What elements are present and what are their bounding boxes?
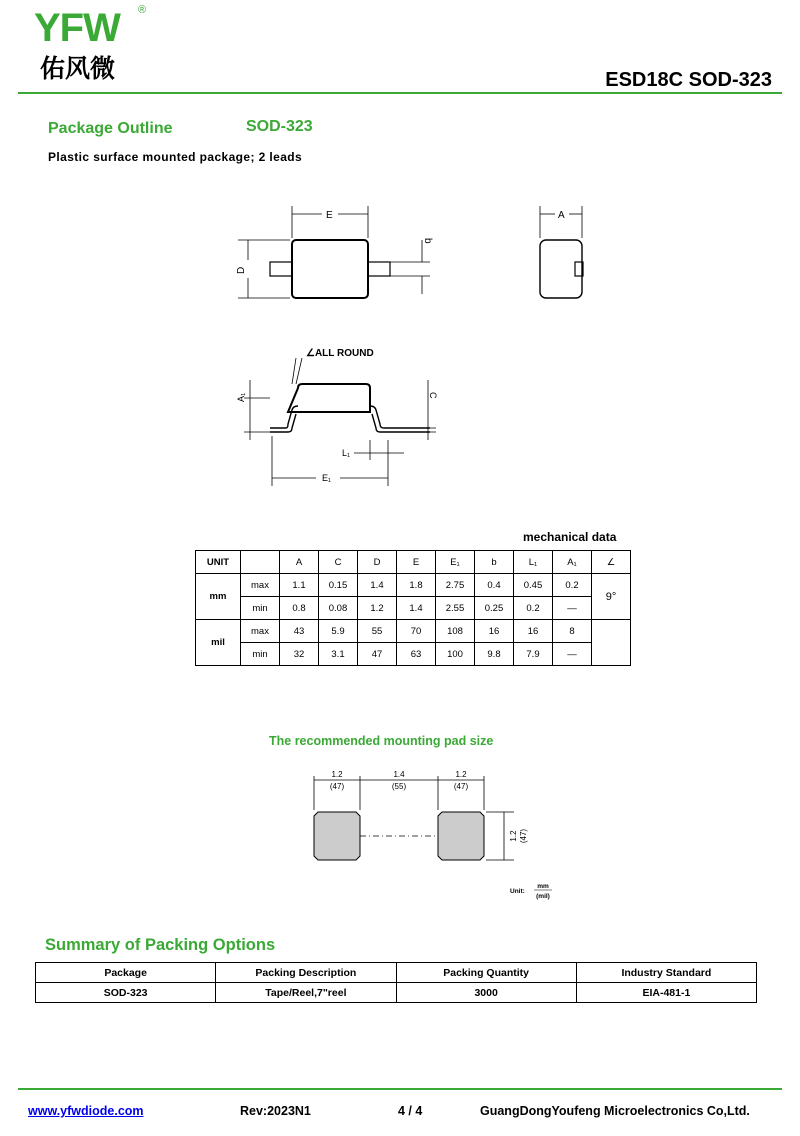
gap-dim-mm: 1.4 [393, 770, 405, 779]
standard-cell: EIA-481-1 [576, 983, 756, 1003]
pad-dim-mm: 1.2 [455, 770, 467, 779]
unit-cell: mm [196, 574, 241, 620]
header-cell: D [358, 551, 397, 574]
mechanical-data-table [195, 550, 631, 666]
unit-label: Unit: [510, 888, 525, 895]
limit-cell: max [241, 620, 280, 643]
quantity-cell: 3000 [396, 983, 576, 1003]
packing-options-table [35, 962, 757, 1003]
pad-right [438, 812, 484, 860]
header-cell: C [319, 551, 358, 574]
package-top-view-drawing [230, 200, 610, 310]
gap-dim-mil: (55) [391, 782, 407, 791]
dim-label-a: A [558, 210, 565, 221]
table-row: mm max 1.1 0.15 1.4 1.8 2.75 0.4 0.45 0.2 9° [196, 574, 631, 597]
description-cell: Tape/Reel,7"reel [216, 983, 396, 1003]
angle-cell: 9° [592, 574, 631, 620]
table-header-row [36, 963, 757, 983]
package-name: SOD-323 [246, 118, 313, 135]
unit-mil: (mil) [536, 893, 550, 900]
document-title: ESD18C SOD-323 [605, 69, 772, 91]
dim-label-e1: E₁ [322, 473, 332, 483]
package-outline-heading: Package Outline [48, 120, 173, 137]
dim-label-c: C [428, 392, 438, 399]
header-cell: Industry Standard [576, 963, 756, 983]
logo-chinese-name: 佑风微 [40, 54, 116, 83]
header-cell: Package [36, 963, 216, 983]
package-subtitle: Plastic surface mounted package; 2 leads [48, 150, 303, 164]
company-name: GuangDongYoufeng Microelectronics Co,Ltd. [480, 1104, 750, 1118]
package-body-top [292, 240, 368, 298]
packing-options-heading: Summary of Packing Options [45, 936, 276, 954]
header-cell: b [475, 551, 514, 574]
package-front-view-drawing [230, 340, 450, 490]
unit-cell: mil [196, 620, 241, 666]
header-cell: Packing Description [216, 963, 396, 983]
lead-left [270, 262, 292, 276]
header-divider [18, 92, 782, 94]
all-round-label: ∠ALL ROUND [306, 348, 374, 359]
website-link[interactable]: www.yfwdiode.com [28, 1104, 144, 1118]
mechanical-data-caption: mechanical data [523, 530, 617, 544]
table-row: mil max 43 5.9 55 70 108 16 16 8 [196, 620, 631, 643]
mounting-pad-title: The recommended mounting pad size [269, 734, 494, 748]
package-body-side [540, 240, 582, 298]
header-cell: L₁ [514, 551, 553, 574]
registered-mark: ® [138, 4, 147, 16]
table-header-row [196, 551, 631, 574]
logo-text: YFW [34, 6, 120, 50]
limit-cell: min [241, 597, 280, 620]
table-row [36, 983, 757, 1003]
package-body-front [288, 384, 370, 412]
header-cell: E [397, 551, 436, 574]
pad-height-mm: 1.2 [509, 830, 518, 842]
package-cell: SOD-323 [36, 983, 216, 1003]
mounting-pad-drawing [300, 768, 570, 908]
dim-label-l1: L₁ [342, 448, 351, 458]
pad-dim-mm: 1.2 [331, 770, 343, 779]
header-cell [241, 551, 280, 574]
footer-divider [18, 1088, 782, 1090]
header-cell: UNIT [196, 551, 241, 574]
header-cell: E₁ [436, 551, 475, 574]
table-row: min 32 3.1 47 63 100 9.8 7.9 — [196, 643, 631, 666]
pad-dim-mil: (47) [329, 782, 345, 791]
unit-mm: mm [537, 883, 549, 890]
pad-dim-mil: (47) [453, 782, 469, 791]
table-row: min 0.8 0.08 1.2 1.4 2.55 0.25 0.2 — [196, 597, 631, 620]
header-cell: ∠ [592, 551, 631, 574]
dim-label-b: b [422, 238, 433, 244]
pad-height-mil: (47) [519, 828, 528, 844]
limit-cell: min [241, 643, 280, 666]
page-number: 4 / 4 [398, 1104, 423, 1118]
limit-cell: max [241, 574, 280, 597]
header-cell: Packing Quantity [396, 963, 576, 983]
pad-left [314, 812, 360, 860]
header-cell: A [280, 551, 319, 574]
header-cell: A₁ [553, 551, 592, 574]
dim-label-d: D [236, 266, 247, 274]
revision-label: Rev:2023N1 [240, 1104, 311, 1118]
dim-label-e: E [326, 210, 333, 221]
dim-label-a1: A₁ [236, 392, 246, 402]
lead-right [368, 262, 390, 276]
